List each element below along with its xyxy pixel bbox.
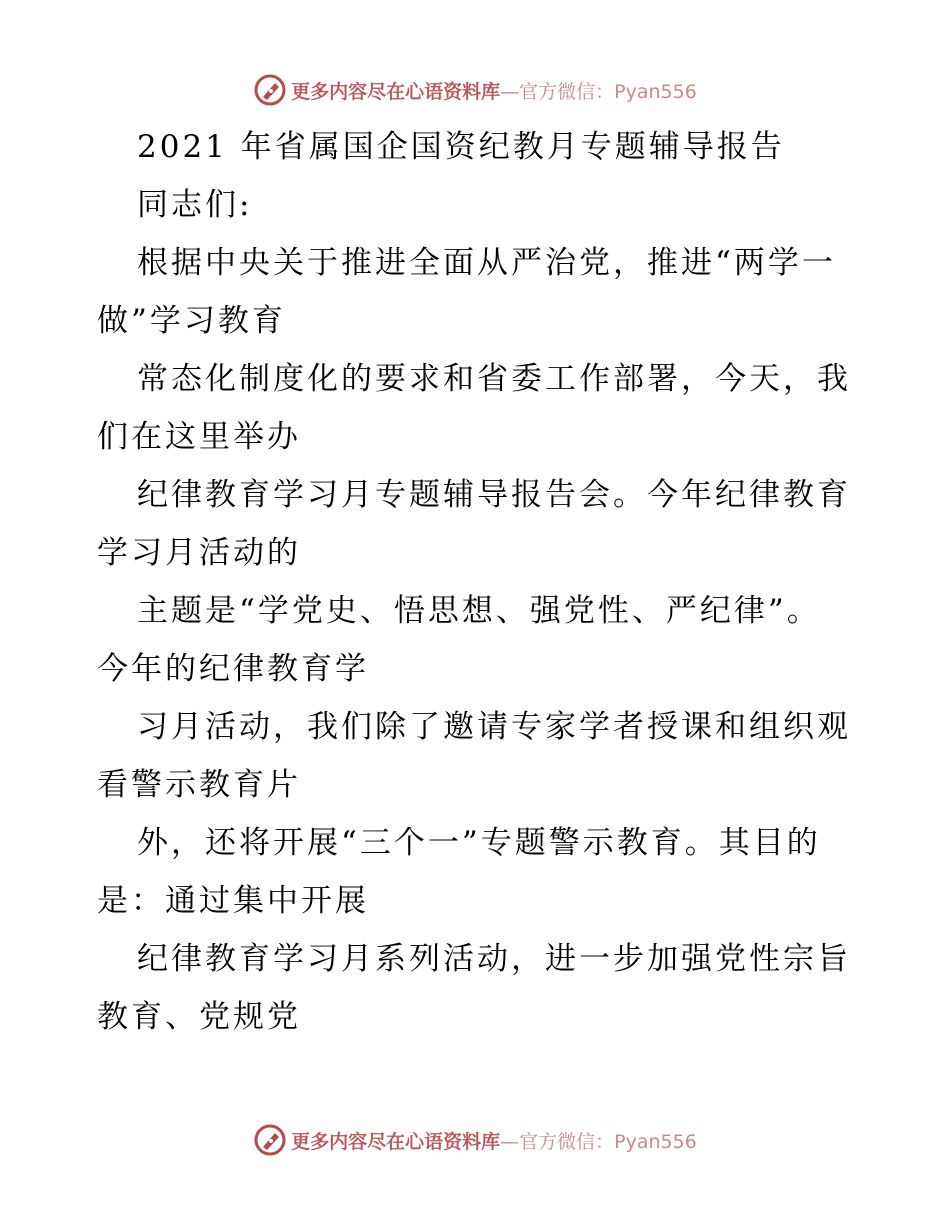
header-banner (0, 70, 950, 110)
text-line: 常态化制度化的要求和省委工作部署，今天，我 (137, 361, 851, 397)
document-title: 2021 年省属国企国资纪教月专题辅导报告 (137, 129, 785, 165)
pen-nib-logo-icon (253, 73, 287, 107)
banner-main-text: 更多内容尽在心语资料库 (291, 80, 501, 103)
banner-contact-text: 官方微信：Pyan556 (519, 1130, 697, 1153)
banner-main-text: 更多内容尽在心语资料库 (291, 1130, 501, 1153)
banner-separator: — (500, 80, 520, 103)
text-line: 是：通过集中开展 (97, 883, 369, 919)
text-line: 根据中央关于推进全面从严治党，推进“两学一 (137, 245, 836, 281)
text-line: 教育、党规党 (97, 999, 301, 1035)
banner-separator: — (500, 1130, 520, 1153)
text-line: 今年的纪律教育学 (97, 651, 369, 687)
footer-banner (0, 1120, 950, 1160)
banner-text (291, 1127, 697, 1154)
text-line: 外，还将开展“三个一”专题警示教育。其目的 (137, 825, 821, 861)
document-body (97, 118, 857, 1046)
text-line: 看警示教育片 (97, 767, 301, 803)
text-line: 纪律教育学习月系列活动，进一步加强党性宗旨 (137, 941, 851, 977)
text-line: 做”学习教育 (97, 303, 286, 339)
banner-text (291, 77, 697, 104)
text-line: 习月活动，我们除了邀请专家学者授课和组织观 (137, 709, 851, 745)
salutation: 同志们: (137, 187, 253, 223)
banner-contact-text: 官方微信：Pyan556 (519, 80, 697, 103)
text-line: 纪律教育学习月专题辅导报告会。今年纪律教育 (137, 477, 851, 513)
pen-nib-logo-icon (253, 1123, 287, 1157)
text-line: 学习月活动的 (97, 535, 301, 571)
text-line: 们在这里举办 (97, 419, 301, 455)
text-line: 主题是“学党史、悟思想、强党性、严纪律”。 (137, 593, 821, 629)
